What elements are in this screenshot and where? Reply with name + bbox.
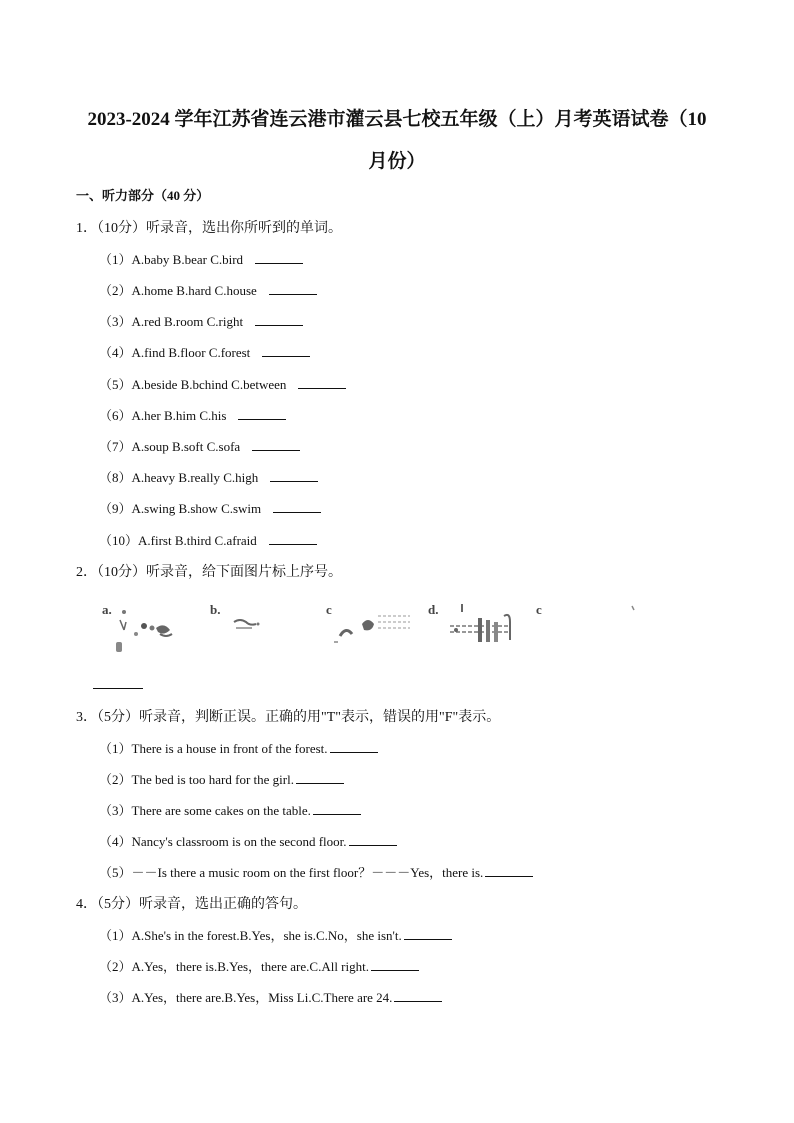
q1-item-3: （3）A.red B.room C.right [99, 311, 303, 330]
picture-e [532, 598, 656, 658]
answer-blank[interactable] [298, 376, 346, 389]
q1-item-10: （10）A.first B.third C.afraid [99, 530, 317, 549]
q4-item-3: （3）A.Yes，there are.B.Yes，Miss Li.C.There are 24. [99, 987, 442, 1006]
picture-label-a: a. [102, 602, 112, 617]
question-2-label: 2．（10分）听录音，给下面图片标上序号。 [76, 565, 342, 580]
exam-title [60, 99, 734, 183]
picture-d-image [426, 598, 526, 658]
picture-c [322, 598, 422, 658]
q3-item-3: （3）There are some cakes on the table. [99, 800, 361, 819]
answer-blank[interactable] [404, 927, 452, 940]
q1-item-9: （9）A.swing B.show C.swim [99, 498, 321, 517]
q2-answer-blank[interactable] [93, 676, 143, 689]
answer-blank[interactable] [252, 438, 300, 451]
answer-blank[interactable] [270, 469, 318, 482]
answer-blank[interactable] [485, 864, 533, 877]
q1-item-1: （1）A.baby B.bear C.bird [99, 249, 303, 268]
picture-c-image [322, 598, 422, 658]
exam-title-line2: 月份） [368, 151, 426, 172]
question-3-label: 3．（5分）听录音，判断正误。正确的用"T"表示，错误的用"F"表示。 [76, 710, 501, 725]
answer-blank[interactable] [269, 532, 317, 545]
q1-item-6: （6）A.her B.him C.his [99, 405, 286, 424]
answer-blank[interactable] [349, 833, 397, 846]
answer-blank[interactable] [238, 407, 286, 420]
picture-b [206, 598, 306, 658]
answer-blank[interactable] [273, 500, 321, 513]
answer-blank[interactable] [313, 802, 361, 815]
q1-item-4: （4）A.find B.floor C.forest [99, 342, 310, 361]
picture-strip [96, 598, 656, 658]
answer-blank[interactable] [371, 958, 419, 971]
q1-item-5: （5）A.beside B.bchind C.between [99, 374, 346, 393]
answer-blank[interactable] [255, 313, 303, 326]
answer-blank[interactable] [296, 771, 344, 784]
answer-blank[interactable] [269, 282, 317, 295]
picture-label-c: c [326, 602, 332, 617]
answer-blank[interactable] [262, 344, 310, 357]
q1-item-8: （8）A.heavy B.really C.high [99, 467, 318, 486]
section-heading-listening: 一、听力部分（40 分） [76, 188, 210, 203]
answer-blank[interactable] [394, 989, 442, 1002]
q3-item-5: （5）－－Is there a music room on the first floor？－－－Yes，there is. [99, 862, 533, 881]
picture-label-e: c [536, 602, 542, 617]
exam-title-line1: 2023-2024 学年江苏省连云港市灌云县七校五年级（上）月考英语试卷（10 [87, 109, 707, 130]
picture-e-image [532, 598, 656, 658]
q4-item-1: （1）A.She's in the forest.B.Yes，she is.C.No，she isn't. [99, 925, 452, 944]
picture-a [96, 598, 196, 658]
picture-label-b: b. [210, 602, 221, 617]
picture-label-d: d. [428, 602, 439, 617]
q1-item-2: （2）A.home B.hard C.house [99, 280, 317, 299]
question-4-label: 4．（5分）听录音，选出正确的答句。 [76, 897, 307, 912]
picture-b-image [206, 598, 306, 658]
question-1-label: 1．（10分）听录音，选出你所听到的单词。 [76, 221, 342, 236]
answer-blank[interactable] [330, 740, 378, 753]
q3-item-1: （1）There is a house in front of the forest. [99, 738, 378, 757]
q3-item-4: （4）Nancy's classroom is on the second floor. [99, 831, 397, 850]
q4-item-2: （2）A.Yes，there is.B.Yes，there are.C.All right. [99, 956, 419, 975]
answer-blank[interactable] [255, 251, 303, 264]
picture-d [426, 598, 526, 658]
q3-item-2: （2）The bed is too hard for the girl. [99, 769, 344, 788]
q1-item-7: （7）A.soup B.soft C.sofa [99, 436, 300, 455]
